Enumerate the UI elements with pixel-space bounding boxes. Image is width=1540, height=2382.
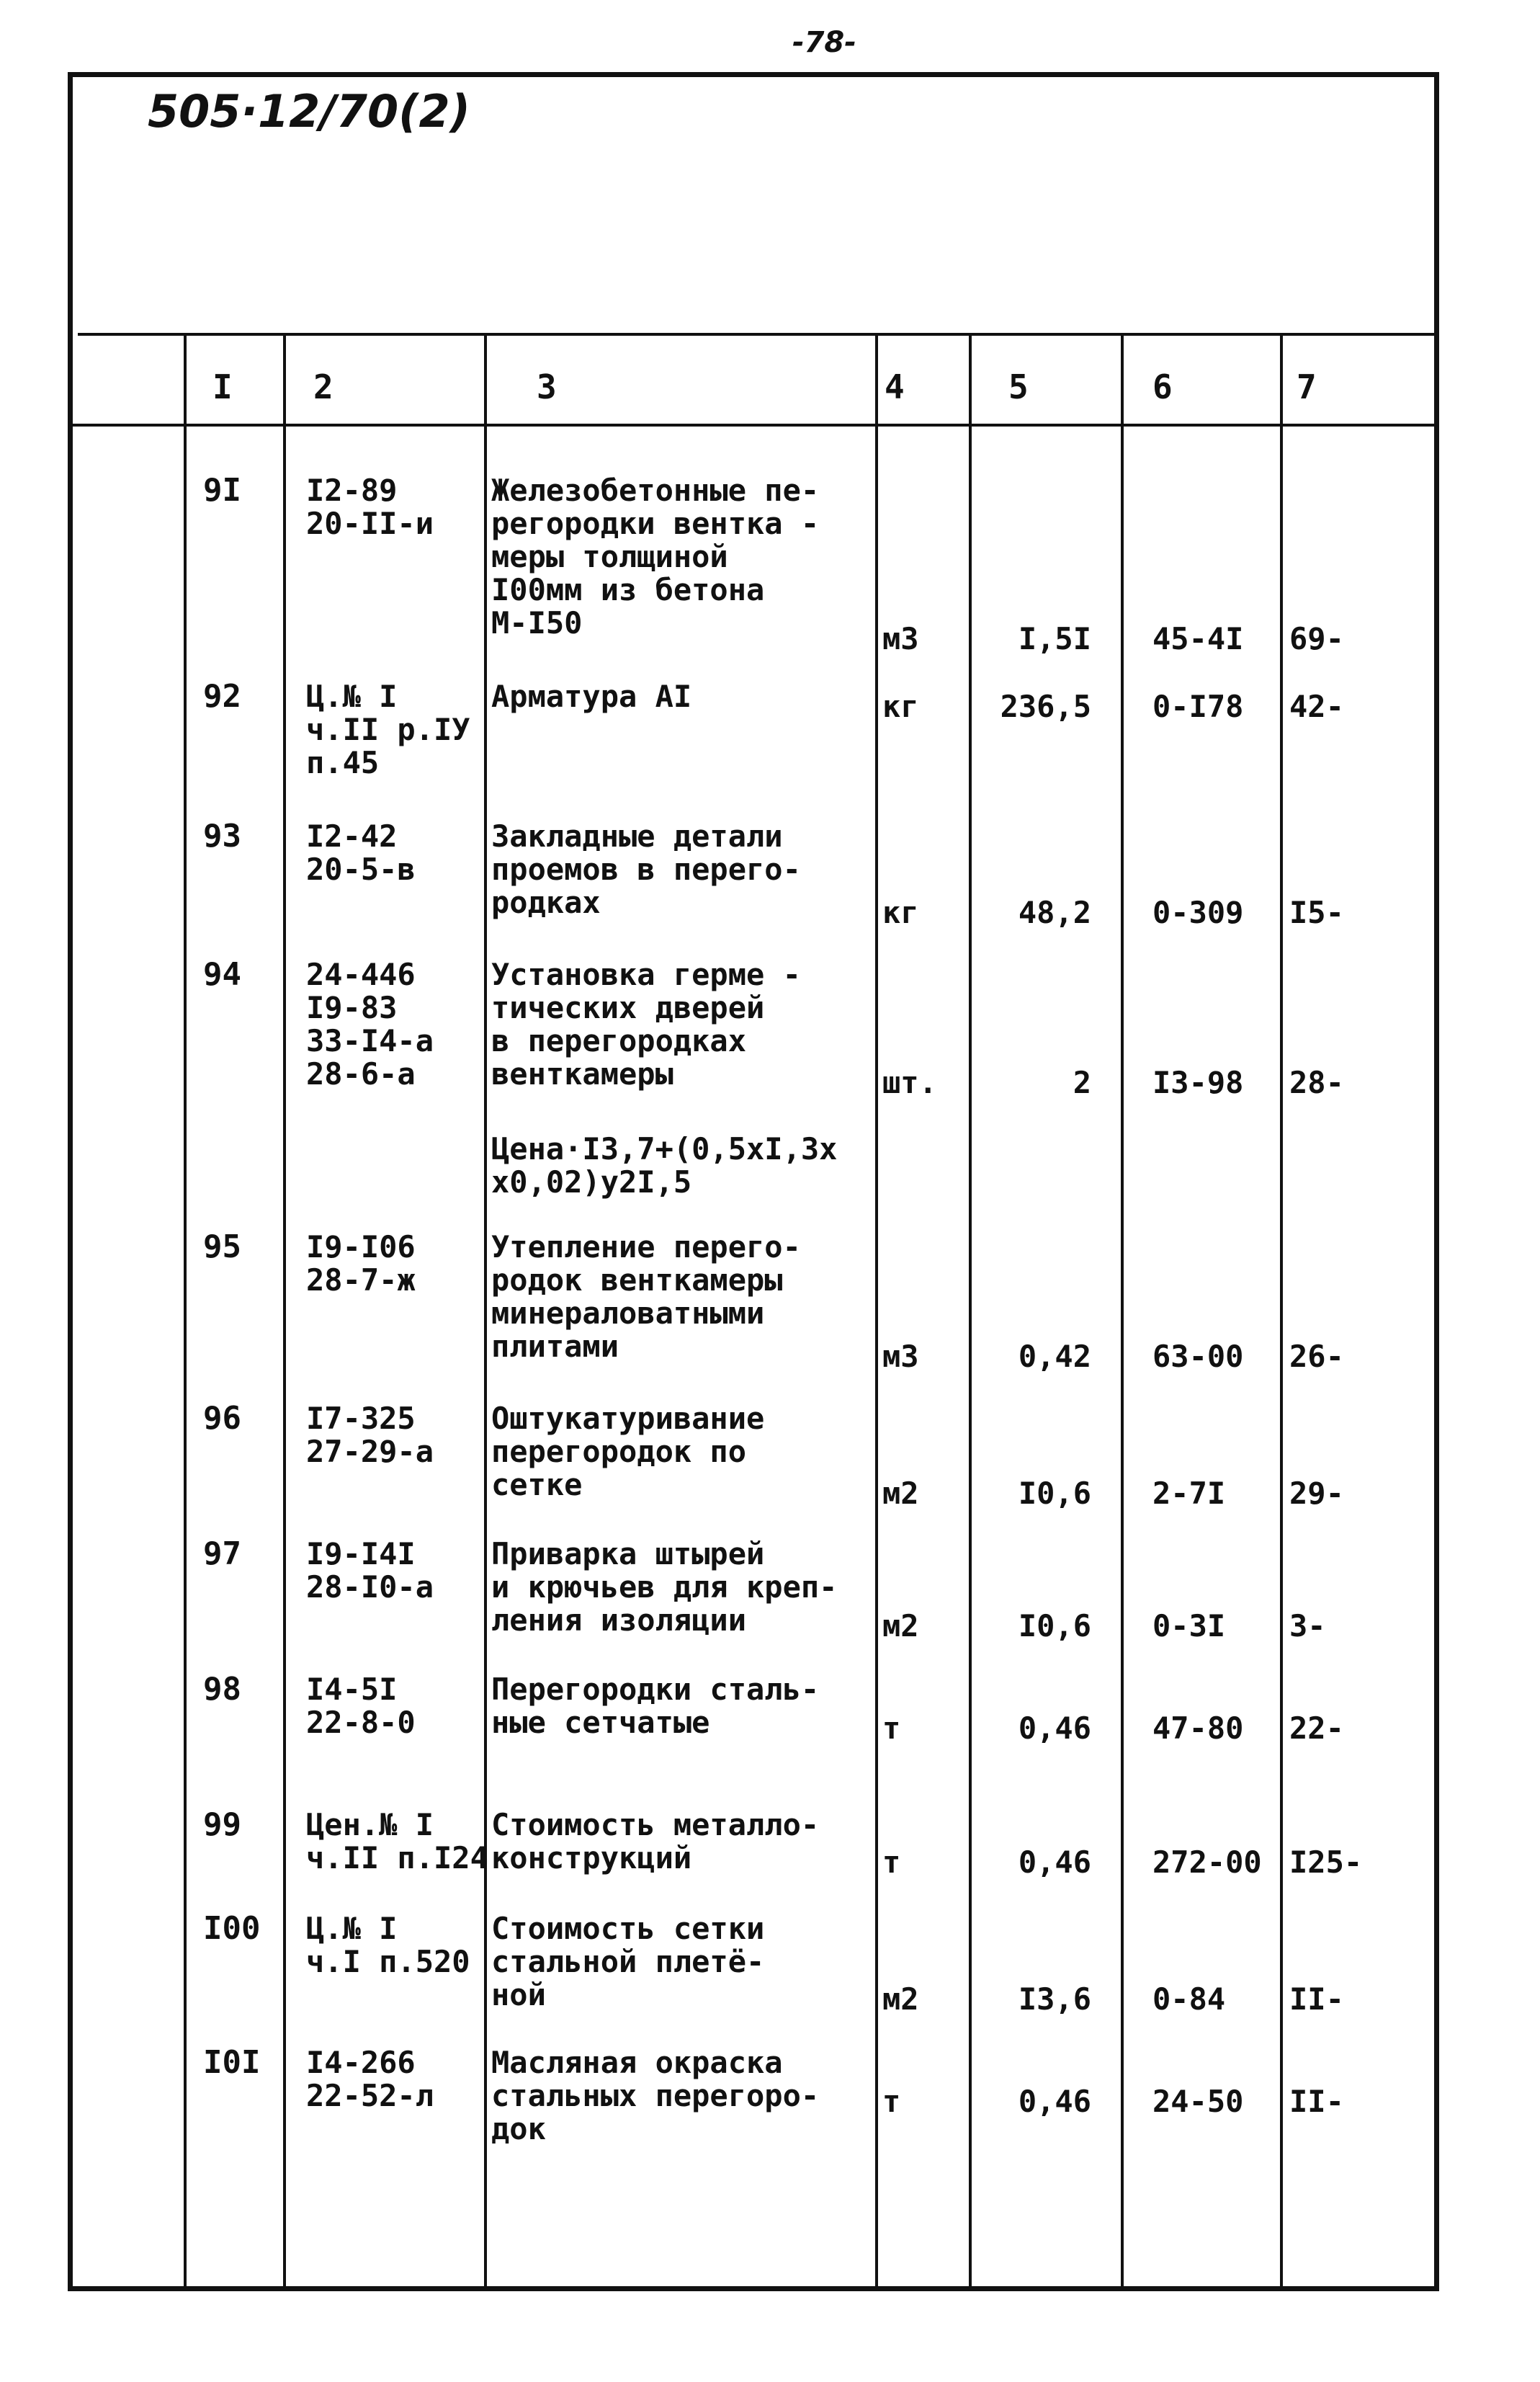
row-number: 98: [203, 1671, 241, 1708]
work-description: Утепление перего- родок венткамеры минераловатными плитами: [491, 1229, 801, 1364]
unit: т: [882, 1710, 901, 1746]
row-number: 92: [203, 678, 241, 715]
total-cost: 29-: [1289, 1476, 1344, 1511]
total-cost: I25-: [1289, 1845, 1363, 1880]
total-cost: 42-: [1289, 689, 1344, 724]
norm-code: I9-I06 28-7-ж: [306, 1229, 416, 1298]
total-cost: I5-: [1289, 895, 1344, 930]
total-cost: 22-: [1289, 1710, 1344, 1746]
norm-code: Ц.№ I ч.II р.IУ п.45: [306, 679, 470, 780]
unit-price: 0-84: [1152, 1981, 1226, 2017]
quantity: 0,46: [1018, 2084, 1091, 2119]
norm-code: I7-325 27-29-а: [306, 1401, 434, 1469]
row-number: 96: [203, 1400, 241, 1437]
work-description: Закладные детали проемов в перего- родках: [491, 818, 801, 920]
page-number: -78-: [792, 26, 856, 59]
work-description: Оштукатуривание перегородок по сетке: [491, 1401, 765, 1502]
quantity: I0,6: [1018, 1476, 1091, 1511]
column-header-1: I: [212, 367, 233, 406]
unit-price: I3-98: [1152, 1065, 1244, 1100]
unit-price: 0-309: [1152, 895, 1244, 930]
unit: кг: [882, 689, 919, 724]
column-header-7: 7: [1297, 367, 1317, 406]
work-description: Приварка штырей и крючьев для креп- ления изоляции: [491, 1536, 838, 1638]
document-code: 505·12/70(2): [148, 85, 470, 138]
work-description: Цена·I3,7+(0,5хI,3х х0,02)у2I,5: [491, 1131, 838, 1200]
unit-price: 47-80: [1152, 1710, 1244, 1746]
norm-code: Ц.№ I ч.I п.520: [306, 1911, 470, 1979]
work-description: Перегородки сталь- ные сетчатые: [491, 1672, 820, 1740]
row-number: 99: [203, 1806, 241, 1843]
row-number: 97: [203, 1535, 241, 1572]
quantity: I0,6: [1018, 1608, 1091, 1643]
work-description: Арматура АI: [491, 679, 692, 714]
work-description: Стоимость сетки стальной плетё- ной: [491, 1911, 765, 2012]
unit-price: 272-00: [1152, 1845, 1262, 1880]
unit-price: 24-50: [1152, 2084, 1244, 2119]
unit-price: 2-7I: [1152, 1476, 1226, 1511]
norm-code: I4-5I 22-8-0: [306, 1672, 416, 1740]
quantity: 0,46: [1018, 1845, 1091, 1880]
unit: т: [882, 2084, 901, 2119]
column-divider: [184, 334, 187, 2291]
column-header-2: 2: [313, 367, 333, 406]
unit-price: 63-00: [1152, 1339, 1244, 1374]
unit: м3: [882, 621, 919, 656]
quantity: 48,2: [1018, 895, 1091, 930]
norm-code: Цен.№ I ч.II п.I24: [306, 1807, 488, 1875]
column-header-6: 6: [1152, 367, 1173, 406]
total-cost: 3-: [1289, 1608, 1326, 1643]
work-description: Установка герме - тических дверей в перегородках венткамеры: [491, 957, 801, 1092]
quantity: 0,42: [1018, 1339, 1091, 1374]
total-cost: II-: [1289, 2084, 1344, 2119]
quantity: 236,5: [1000, 689, 1091, 724]
work-description: Масляная окраска стальных перегоро- док: [491, 2045, 820, 2146]
norm-code: I2-42 20-5-в: [306, 818, 416, 887]
unit: м2: [882, 1476, 919, 1511]
column-divider: [875, 334, 878, 2291]
unit: кг: [882, 895, 919, 930]
quantity: 0,46: [1018, 1710, 1091, 1746]
total-cost: 26-: [1289, 1339, 1344, 1374]
norm-code: I4-266 22-52-л: [306, 2045, 434, 2113]
unit-price: 0-3I: [1152, 1608, 1226, 1643]
column-header-5: 5: [1008, 367, 1029, 406]
total-cost: 69-: [1289, 621, 1344, 656]
norm-code: I2-89 20-II-и: [306, 473, 434, 541]
row-number: 9I: [203, 472, 241, 509]
column-divider: [1280, 334, 1283, 2291]
quantity: 2: [1073, 1065, 1091, 1100]
column-divider: [969, 334, 972, 2291]
header-top-rule: [78, 333, 1439, 336]
work-description: Железобетонные пе- регородки вентка - меры толщиной I00мм из бетона М-I50: [491, 473, 820, 641]
unit: шт.: [882, 1065, 937, 1100]
total-cost: 28-: [1289, 1065, 1344, 1100]
column-divider: [484, 334, 487, 2291]
row-number: 93: [203, 818, 241, 855]
row-number: 94: [203, 956, 241, 993]
unit: т: [882, 1845, 901, 1880]
column-header-3: 3: [537, 367, 557, 406]
column-divider: [1121, 334, 1124, 2291]
unit: м2: [882, 1608, 919, 1643]
column-header-4: 4: [885, 367, 905, 406]
work-description: Стоимость металло- конструкций: [491, 1807, 820, 1875]
row-number: I00: [203, 1910, 261, 1947]
header-bottom-rule: [68, 424, 1439, 427]
row-number: 95: [203, 1228, 241, 1265]
unit-price: 0-I78: [1152, 689, 1244, 724]
unit-price: 45-4I: [1152, 621, 1244, 656]
norm-code: I9-I4I 28-I0-а: [306, 1536, 434, 1605]
unit: м3: [882, 1339, 919, 1374]
quantity: I3,6: [1018, 1981, 1091, 2017]
quantity: I,5I: [1018, 621, 1091, 656]
column-divider: [283, 334, 286, 2291]
row-number: I0I: [203, 2044, 261, 2081]
norm-code: 24-446 I9-83 33-I4-а 28-6-а: [306, 957, 434, 1092]
total-cost: II-: [1289, 1981, 1344, 2017]
unit: м2: [882, 1981, 919, 2017]
